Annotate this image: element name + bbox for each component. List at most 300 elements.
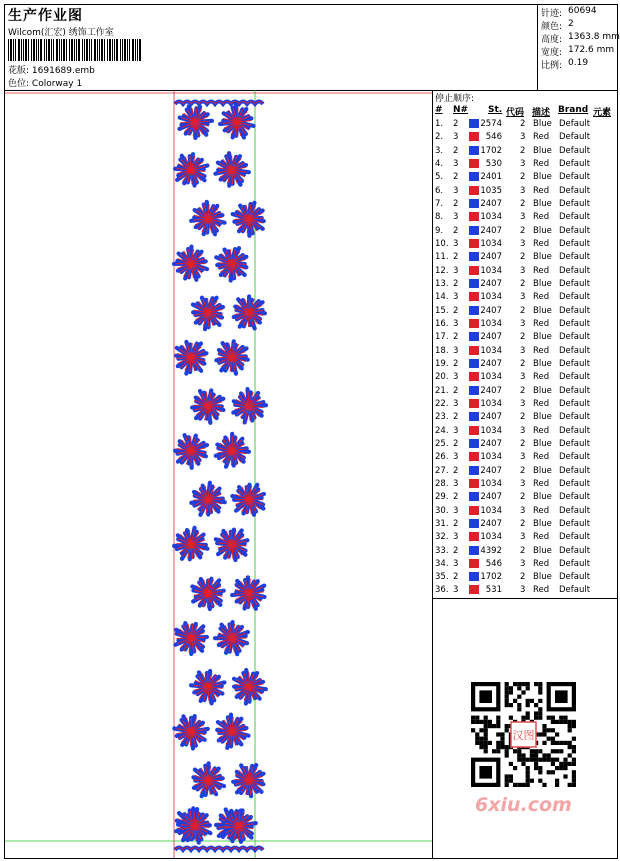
row-stitches: 2407 (480, 305, 502, 316)
color-swatch (469, 332, 479, 341)
row-stitches: 1034 (480, 372, 502, 383)
row-description: Red (533, 452, 550, 463)
row-needle: 3 (453, 212, 459, 223)
row-needle: 3 (453, 345, 459, 356)
row-code: 3 (520, 318, 526, 329)
row-brand: Default (559, 545, 591, 556)
row-stitches: 2574 (480, 119, 502, 129)
row-stitches: 1702 (480, 145, 502, 156)
row-brand: Default (559, 505, 591, 516)
color-swatch (469, 172, 479, 181)
row-description: Blue (533, 518, 552, 529)
row-index: 22. (435, 398, 449, 409)
row-brand: Default (559, 345, 591, 356)
table-row (433, 318, 618, 331)
row-index: 4. (435, 158, 444, 169)
row-brand: Default (559, 132, 591, 143)
table-row (433, 145, 618, 158)
table-row (433, 584, 618, 597)
row-stitches: 1034 (480, 478, 502, 489)
row-stitches: 1034 (480, 238, 502, 249)
color-swatch (469, 532, 479, 541)
table-row (433, 478, 618, 491)
flower-motif (191, 671, 224, 703)
row-index: 5. (435, 172, 444, 183)
row-code: 3 (520, 238, 526, 249)
row-brand: Default (559, 318, 591, 329)
flower-motif (175, 435, 207, 468)
row-needle: 3 (453, 292, 459, 303)
table-row (433, 505, 618, 518)
row-description: Red (533, 398, 550, 409)
stat-label: 颜色: (541, 22, 563, 32)
row-brand: Default (559, 572, 591, 583)
row-needle: 2 (453, 198, 459, 209)
flower-motif (174, 528, 207, 559)
row-needle: 3 (453, 425, 459, 436)
row-stitches: 1034 (480, 532, 502, 543)
row-stitches: 1034 (480, 265, 502, 276)
stop-sequence-title: 停止顺序: (435, 94, 475, 104)
row-description: Red (533, 345, 550, 356)
color-swatch (469, 479, 479, 488)
flower-motif (234, 296, 265, 328)
row-needle: 3 (453, 478, 459, 489)
color-swatch (469, 212, 479, 221)
row-index: 28. (435, 478, 449, 489)
row-stitches: 546 (485, 558, 502, 569)
table-row (433, 278, 618, 291)
flower-motif (175, 154, 207, 185)
row-needle: 2 (453, 358, 459, 369)
table-row (433, 571, 618, 584)
row-description: Red (533, 532, 550, 543)
flower-motif (216, 434, 249, 467)
color-swatch (469, 559, 479, 568)
row-stitches: 4392 (480, 545, 502, 556)
row-description: Blue (533, 572, 552, 583)
row-description: Red (533, 585, 550, 596)
col-header-needle: N# (453, 105, 469, 115)
row-code: 2 (520, 145, 526, 156)
row-code: 3 (520, 372, 526, 383)
stat-value: 0.19 (568, 58, 589, 68)
row-brand: Default (559, 332, 591, 343)
row-code: 3 (520, 532, 526, 543)
table-divider (433, 598, 618, 599)
color-swatch (469, 386, 479, 395)
row-description: Blue (533, 119, 552, 129)
row-code: 2 (520, 278, 526, 289)
flower-motif (216, 248, 246, 280)
table-row (433, 438, 618, 451)
col-header-description: 描述 (532, 108, 551, 118)
table-row (433, 265, 618, 278)
flower-motif (193, 298, 223, 329)
row-brand: Default (559, 292, 591, 303)
row-brand: Default (559, 412, 591, 423)
colorway (8, 76, 82, 89)
table-row (433, 198, 618, 211)
color-swatch (469, 506, 479, 515)
row-stitches: 2407 (480, 278, 502, 289)
row-code: 2 (520, 172, 526, 183)
color-swatch (469, 306, 479, 315)
flower-motif (232, 577, 264, 608)
row-description: Red (533, 292, 550, 303)
row-code: 2 (520, 119, 526, 129)
table-row (433, 171, 618, 184)
row-index: 30. (435, 505, 449, 516)
row-index: 20. (435, 372, 449, 383)
row-index: 17. (435, 332, 449, 343)
color-swatch (469, 585, 479, 594)
barcode (8, 39, 143, 61)
row-description: Blue (533, 385, 552, 396)
row-description: Blue (533, 545, 552, 556)
row-index: 21. (435, 385, 449, 396)
row-index: 1. (435, 119, 444, 129)
table-row (433, 225, 618, 238)
row-brand: Default (559, 438, 591, 449)
color-swatch (469, 319, 479, 328)
row-needle: 2 (453, 145, 459, 156)
row-brand: Default (559, 119, 591, 129)
table-row (433, 358, 618, 371)
row-description: Red (533, 238, 550, 249)
row-code: 2 (520, 518, 526, 529)
qr-code-icon (471, 682, 576, 787)
row-stitches: 2407 (480, 518, 502, 529)
row-code: 3 (520, 558, 526, 569)
row-brand: Default (559, 278, 591, 289)
row-brand: Default (559, 238, 591, 249)
row-brand: Default (559, 492, 591, 503)
flower-motif (215, 153, 248, 185)
flower-motif (191, 202, 224, 234)
color-swatch (469, 426, 479, 435)
flower-motif (232, 485, 264, 515)
row-index: 35. (435, 572, 449, 583)
row-brand: Default (559, 558, 591, 569)
col-header-index: # (435, 105, 443, 115)
row-description: Blue (533, 332, 552, 343)
row-stitches: 2407 (480, 412, 502, 423)
row-description: Blue (533, 225, 552, 236)
row-description: Red (533, 318, 550, 329)
row-description: Red (533, 212, 550, 223)
row-code: 3 (520, 425, 526, 436)
row-stitches: 1034 (480, 318, 502, 329)
row-stitches: 2407 (480, 465, 502, 476)
color-swatch (469, 519, 479, 528)
qr-stamp-text: 汉图 (512, 729, 535, 742)
stat-value: 2 (568, 19, 574, 29)
table-row (433, 531, 618, 544)
row-brand: Default (559, 465, 591, 476)
row-code: 2 (520, 438, 526, 449)
row-description: Blue (533, 465, 552, 476)
row-needle: 2 (453, 172, 459, 183)
colorway-label: 色位: (8, 79, 30, 89)
flower-motif (233, 203, 264, 236)
row-index: 16. (435, 318, 449, 329)
color-swatch (469, 159, 479, 168)
row-needle: 3 (453, 505, 459, 516)
row-brand: Default (559, 225, 591, 236)
table-row (433, 558, 618, 571)
row-code: 2 (520, 465, 526, 476)
header-info (5, 5, 537, 90)
row-index: 33. (435, 545, 449, 556)
row-needle: 3 (453, 132, 459, 143)
row-needle: 3 (453, 452, 459, 463)
header (5, 5, 620, 91)
row-stitches: 1034 (480, 452, 502, 463)
row-code: 3 (520, 585, 526, 596)
color-swatch (469, 439, 479, 448)
row-description: Red (533, 478, 550, 489)
border-wave (175, 102, 263, 105)
row-brand: Default (559, 198, 591, 209)
table-row (433, 518, 618, 531)
row-brand: Default (559, 518, 591, 529)
stat-label: 比例: (541, 61, 563, 71)
stat-value: 172.6 mm (568, 45, 615, 55)
row-stitches: 546 (485, 132, 502, 143)
stop-sequence-panel (432, 90, 618, 858)
embroidery-design-preview (5, 90, 432, 858)
row-needle: 2 (453, 252, 459, 263)
row-index: 36. (435, 585, 449, 596)
table-row (433, 371, 618, 384)
row-brand: Default (559, 158, 591, 169)
stat-scale (541, 58, 589, 71)
row-brand: Default (559, 398, 591, 409)
row-needle: 2 (453, 492, 459, 503)
row-index: 13. (435, 278, 449, 289)
table-row (433, 185, 618, 198)
row-description: Red (533, 505, 550, 516)
row-needle: 2 (453, 278, 459, 289)
row-brand: Default (559, 265, 591, 276)
color-swatch (469, 119, 479, 128)
row-stitches: 1034 (480, 398, 502, 409)
row-stitches: 530 (485, 158, 502, 169)
flower-motif (193, 763, 224, 796)
row-code: 3 (520, 132, 526, 143)
row-index: 7. (435, 198, 444, 209)
row-index: 3. (435, 145, 444, 156)
row-code: 2 (520, 572, 526, 583)
row-brand: Default (559, 425, 591, 436)
row-code: 2 (520, 492, 526, 503)
flower-motif (174, 716, 207, 748)
table-row (433, 131, 618, 144)
flower-motif (192, 579, 223, 609)
table-row (433, 545, 618, 558)
stat-label: 宽度: (541, 48, 563, 58)
row-needle: 3 (453, 558, 459, 569)
table-row (433, 331, 618, 344)
row-code: 2 (520, 385, 526, 396)
row-brand: Default (559, 478, 591, 489)
row-index: 9. (435, 225, 444, 236)
row-needle: 3 (453, 585, 459, 596)
colorway-value: Colorway 1 (31, 79, 83, 89)
row-brand: Default (559, 532, 591, 543)
row-stitches: 1034 (480, 345, 502, 356)
row-stitches: 2407 (480, 358, 502, 369)
row-code: 2 (520, 332, 526, 343)
row-code: 3 (520, 158, 526, 169)
row-needle: 3 (453, 532, 459, 543)
row-index: 15. (435, 305, 449, 316)
row-index: 26. (435, 452, 449, 463)
table-row (433, 425, 618, 438)
design-file (8, 63, 95, 76)
table-row (433, 398, 618, 411)
row-index: 34. (435, 558, 449, 569)
col-header-element: 元素 (593, 108, 612, 118)
row-stitches: 1034 (480, 292, 502, 303)
color-swatch (469, 466, 479, 475)
stat-width (541, 45, 615, 58)
row-index: 12. (435, 265, 449, 276)
flower-motif (215, 622, 248, 654)
flower-motif (220, 105, 253, 137)
table-row (433, 411, 618, 424)
row-description: Blue (533, 305, 552, 316)
row-code: 2 (520, 358, 526, 369)
row-brand: Default (559, 305, 591, 316)
row-needle: 2 (453, 438, 459, 449)
row-needle: 2 (453, 465, 459, 476)
row-stitches: 1034 (480, 212, 502, 223)
color-swatch (469, 346, 479, 355)
table-row (433, 491, 618, 504)
color-swatch (469, 546, 479, 555)
row-index: 24. (435, 425, 449, 436)
flower-motif (179, 106, 211, 138)
row-code: 2 (520, 412, 526, 423)
row-needle: 2 (453, 332, 459, 343)
table-row (433, 238, 618, 251)
row-brand: Default (559, 252, 591, 263)
row-needle: 2 (453, 412, 459, 423)
company-name: Wilcom(汇宏) 绣饰工作室 (8, 28, 114, 38)
table-row (433, 385, 618, 398)
row-index: 10. (435, 238, 449, 249)
flower-motif (217, 715, 248, 748)
table-row (433, 345, 618, 358)
row-needle: 3 (453, 398, 459, 409)
row-stitches: 2407 (480, 252, 502, 263)
row-needle: 3 (453, 372, 459, 383)
row-needle: 3 (453, 238, 459, 249)
row-stitches: 2407 (480, 225, 502, 236)
row-brand: Default (559, 172, 591, 183)
row-index: 31. (435, 518, 449, 529)
row-code: 3 (520, 292, 526, 303)
row-stitches: 1702 (480, 572, 502, 583)
flower-motif (176, 342, 206, 374)
color-swatch (469, 399, 479, 408)
row-code: 2 (520, 545, 526, 556)
stat-value: 60694 (568, 6, 597, 16)
col-header-brand: Brand (558, 105, 589, 115)
row-brand: Default (559, 385, 591, 396)
row-description: Blue (533, 412, 552, 423)
flower-motif (191, 483, 224, 515)
stat-stitches (541, 6, 597, 19)
table-row (433, 291, 618, 304)
row-code: 2 (520, 252, 526, 263)
color-swatch (469, 199, 479, 208)
design-value: 1691689.emb (31, 66, 95, 76)
table-row (433, 305, 618, 318)
row-index: 32. (435, 532, 449, 543)
color-swatch (469, 492, 479, 501)
row-brand: Default (559, 452, 591, 463)
row-index: 14. (435, 292, 449, 303)
table-row (433, 251, 618, 264)
row-description: Blue (533, 492, 552, 503)
col-header-code: 代码 (506, 108, 525, 118)
row-stitches: 2407 (480, 198, 502, 209)
flower-motif (174, 247, 207, 280)
row-needle: 3 (453, 318, 459, 329)
color-swatch (469, 132, 479, 141)
row-brand: Default (559, 358, 591, 369)
row-stitches: 1034 (480, 425, 502, 436)
stat-height (541, 32, 620, 45)
color-swatch (469, 372, 479, 381)
row-needle: 2 (453, 305, 459, 316)
flower-motif (233, 765, 263, 796)
row-brand: Default (559, 185, 591, 196)
table-row (433, 451, 618, 464)
row-stitches: 2407 (480, 438, 502, 449)
row-stitches: 531 (485, 585, 502, 596)
row-description: Blue (533, 145, 552, 156)
flower-motif (216, 341, 247, 373)
row-index: 29. (435, 492, 449, 503)
row-index: 6. (435, 185, 444, 196)
row-code: 3 (520, 478, 526, 489)
color-swatch (469, 252, 479, 261)
row-index: 8. (435, 212, 444, 223)
table-row (433, 158, 618, 171)
stat-label: 高度: (541, 35, 563, 45)
row-index: 27. (435, 465, 449, 476)
row-index: 19. (435, 358, 449, 369)
color-swatch (469, 359, 479, 368)
design-label: 花版: (8, 66, 30, 76)
row-description: Blue (533, 198, 552, 209)
color-swatch (469, 452, 479, 461)
row-index: 23. (435, 412, 449, 423)
row-needle: 3 (453, 265, 459, 276)
row-index: 25. (435, 438, 449, 449)
row-description: Red (533, 265, 550, 276)
watermark-logo: 6xiu.com (475, 794, 572, 816)
row-code: 3 (520, 212, 526, 223)
table-row (433, 211, 618, 224)
color-swatch (469, 266, 479, 275)
stop-sequence-rows (433, 118, 618, 598)
row-description: Red (533, 185, 550, 196)
